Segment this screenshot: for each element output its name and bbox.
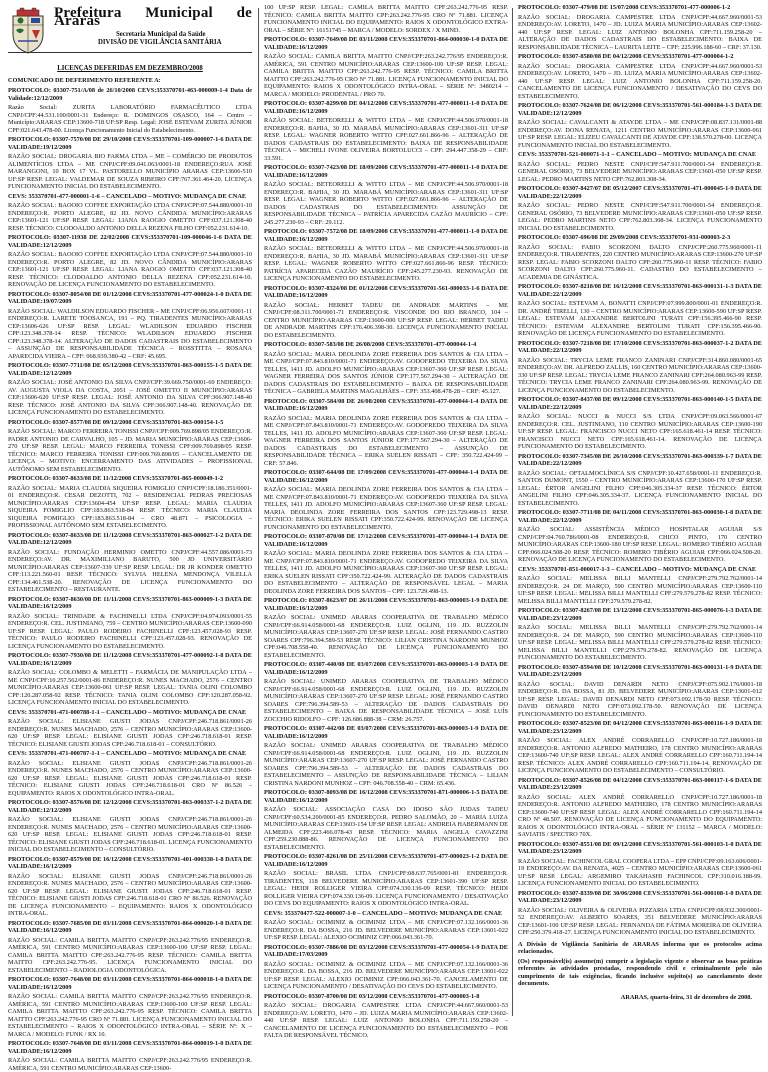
column-1 [8,4,252,1072]
entry-text: RAZÃO SOCIAL: BETEORELLI & WITTO LTDA – ME CNPJ/CPF:44.506.970/0001-18 ENDEREÇO:R. BAHIA, 30 JD. MARABÁ MUNICÍPIO:ARARAS CEP:13601-311 UF:SP RESP. LEGAL: WAGNER ROBERTO WITTO CPF:027.661.866-96 – ALTERAÇÃO DE DADOS CADASTRAIS DO ESTABELECIMENTO: BAIXA DE RESPONSABILIDADE TÉCNICA – MICHELI IVONE OLIVEIRA BORTOLUCCI – CPF: 294.447.358-29 – CRF: 33.591. [264,117,508,162]
protocol-line: PROTOCOLO: 03307-8633/08 DE 11/12/2008 CEVS:353370701-863-000027-1-2 DATA DE VALIDADE:12/12/2009 [8,531,252,546]
protocol-line: CEVS: 353370701-521-000071-1-1 – CANCELADO – MOTIVO: MUDANÇA DE CNAE [518,151,757,158]
header-subtitle-divisao: DIVISÃO DE VIGILÂNCIA SANITÁRIA [98,39,222,46]
entry-text: RAZÃO SOCIAL: PEDRO NESTE CNPJ/CPF:547.911.700/0001-54 ENDEREÇO:R. GENERAL OSÓRIO, 73 BELVEDERE MUNICÍPIO:ARARAS CEP:13601-050 UF:SP RESP. LEGAL: PEDRO MARTINS NETO CPF:762.803.308-34. [518,160,762,183]
entry-text: RAZÃO SOCIAL: OLIVEIRA & OLIVEIRA PIZZARIA LTDA CNPJ/CPF:08.932.300/0001-52 ENDEREÇO:AV. ALBERTO SOARES, 351 BELVEDERE MUNICÍPIO:ARARAS CEP:13601-100 UF:SP RESP. LEGAL: FERNANDA DE FÁTIMA MOREIRA DE OLIVEIRA CPF:250.379.418-27. LICENÇA FUNCIONAMENTO INICIAL DO ESTABELECIMENTO. [518,906,762,936]
signature-date: ARARAS, quarta-feira, 31 de dezembro de 2008. [620,993,752,1001]
column-3 [518,4,762,1020]
entry-text: RAZÃO SOCIAL: OCIMINIZ & OCIMINIZ LTDA – ME CNPJ/CPF:07.132.166/0001-36 ENDEREÇO:R. DA BOSSA, 216 JD. BELVEDERE MUNICÍPIO:ARARAS CEP:13601-022 UF:SP RESP. LEGAL: ALEXIO OCIMINIZ CPF:066.043.361-70. CANCELAMENTO DE LICENÇA FUNCIONAMENTO / DESATIVAÇÃO DO CEVS DO ESTABELECIMENTO. [264,960,508,990]
entry-text: RAZÃO SOCIAL: ELISIANE GIUSTI JODAS CNPJ/CPF:246.718.861/0001-26 ENDEREÇO:R. NUNES MACHADO, 2576 – CENTRO MUNICÍPIO:ARARAS CEP:13600-620 UF:SP RESP. LEGAL: ELISIANE GIUSTI JODAS CPF:246.718.618-01 RESP. TÉCNICO: ELISIANE GIUSTI JODAS CPF:246.718.618-01. LICENÇA FUNCIONAMENTO INICIAL DO ESTABELECIMENTO – CONSULTÓRIO. [8,816,252,853]
protocol-line: PROTOCOLO: 03307-8630/08 DE 11/11/2008 CEVS:353370701-863-000009-1-3 DATA DE VALIDADE:16/12/2009 [8,595,252,610]
footer-note-2: (Os) responsável(is) assume(m) cumprir a legislação vigente e observar as boas práticas referentes às atividades prestadas, respondendo civil e criminalmente pelo não cumprimento de tais exigências, ficando inclusive sujeito(s) ao cancelamento deste documento. [518,957,762,987]
protocol-line: PROTOCOLO: 03307-8579/08 DE 16/12/2008 CEVS:353370701-401-000338-1-8 DATA DE VALIDADE:16/12/2009 [8,855,252,870]
protocol-line: PROTOCOLO: 03307-8437/08 DE 09/12/2008 CEVS:353370701-863-000140-1-5 DATA DE VALIDADE:22/12/2009 [518,396,762,411]
entry-text: RAZÃO SOCIAL: CAMILA BRITTA MAITTO CNPJ/CPF:263.242.776/95 ENDEREÇO:R. AMÉRICA, 591 CENTRO MUNICÍPIO:ARARAS CEP:13600-100 UF:SP RESP. LEGAL: CAMILA BRITTA MAITTO CPF:263.242.776-95 RESP. TÉCNICO: CAMILA BRITTA MAITTO CPF:263.242.776-95. LICENÇA FUNCIONAMENTO INICIAL DO ESTABELECIMENTO – RADIOLOGIA ODONTOLÓGICA. [8,936,252,974]
entry-text: RAZÃO SOCIAL: BRASIL LTDA CNPJ/CPF:08.637.765/0001-81 ENDEREÇO:R. TIRADENTES, 118 BELVEDERE MUNICÍPIO:ARARAS CEP:13601-390 UF:SP RESP. LEGAL: HEIDI ROLLIGER VIEIRA CPF:074.330.136-09 RESP. TÉCNICO: HEIDI ROLLIGER VIEIRA CPF:074.330.136-09. LICENÇA FUNCIONAMENTO / DESATIVAÇÃO DO CEVS DO EQUIPAMENTO: RAIOS X ODONTOLÓGICO INTRA-ORAL. [264,870,508,907]
protocol-line: PROTOCOLO: 03307-7649/08 DE 03/11/2008 CEVS:353370701-864-000030-1-0 DATA DE VALIDADE:16/12/2009 [264,36,508,51]
footer-note-1: A Divisão de Vigilância Sanitária de ARARAS informa que os protocolos acima relacionados. [518,940,762,955]
protocol-line: PROTOCOLO: 03307-11938 DE 22/02/2008 CEVS:353370701-109-000046-1-6 DATA DE VALIDADE:12/12/2009 [8,234,252,249]
entry-text: RAZÃO SOCIAL: JOSÉ ANTONIO DA SILVA CNPJ/CPF:39.669.750/0001-69 ENDEREÇO: AV. AUGUSTA VIOLA DA COSTA, 2051 – JOSÉ OMETTO II MUNICÍPIO:ARARAS CEP:13606-620 UF:SP RESP. LEGAL: JOSÉ ANTONIO DA SILVA CPF:366.907.148-40 RESP. TÉCNICO: JOSÉ ANTONIO DA SILVA CPF:366.907.148-40. RENOVAÇÃO DE LICENÇA FUNCIONAMENTO DO ESTABELECIMENTO. [8,379,252,416]
protocol-line: PROTOCOLO: 03307-7685/08 DE 03/11/2008 CEVS:353370701-864-000020-1-0 DATA DE VALIDADE:16/12/2009 [8,919,252,934]
protocol-line: PROTOCOLO: 03307-8324/08 DE 01/12/2008 CEVS:353370701-561-000033-1-6 DATA DE VALIDADE:16/12/2009 [264,284,508,299]
protocol-line: PROTOCOLO: 03307-7711/08 DE 04/11/2008 CEVS:353370701-863-000030-1-8 DATA DE VALIDADE:22/12/2009 [518,509,762,524]
entry-text: RAZÃO SOCIAL: CAVALCANTI & ATAYDE LTDA – ME CNPJ/CPF:08.837.131/0001-88 ENDEREÇO:AV. DONA RENATA, 1211 CENTRO MUNICÍPIO:ARARAS CEP:13600-061 UF:SP RESP. LEGAL: ELIZEU CAVALCANTI DE ATAYDE CPF:138.570.278-00. LICENÇA FUNCIONAMENTO INICIAL DO ESTABELECIMENTO. [518,119,762,149]
entry-text: RAZÃO SOCIAL: DROGARIA CAMPESTRE LTDA CNPJ/CPF:44.667.960/0001-53 ENDEREÇO:AV. LORETO, 1470 – JD. LUIZA MARIA MUNICÍPIO:ARARAS CEP:13602-440 UF:SP RESP. LEGAL: LUIZ ANTONIO BOLONHA CPF:711.159.258-20. CANCELAMENTO DE LICENÇA FUNCIONAMENTO / DESATIVAÇÃO DO CEVS DO ESTABELECIMENTO. [518,62,762,100]
entry-text: RAZÃO SOCIAL: NUCCI & NUCCI S/S LTDA CNPJ/CPF:09.063.566/0001-67 ENDEREÇO:R. CEL. JUSTINIANO, 110 CENTRO MUNICÍPIO:ARARAS CEP:13600-190 UF:SP RESP. LEGAL: FRANCISCO NUCCI NETO CPF:165.618.461-14 RESP. TÉCNICO: FRANCISCO NUCCI NETO CPF:165.618.461-14. RENOVAÇÃO DE LICENÇA FUNCIONAMENTO DO ESTABELECIMENTO. [518,413,762,450]
entry-text: RAZÃO SOCIAL: DAVID DENARDI NETO CNPJ/CPF:075.902.176/0001-18 ENDEREÇO:R. DA BOSSA, 81 JD. BELVEDERE MUNICÍPIO:ARARAS CEP:13601-012 UF:SP RESP. LEGAL: DAVID DENARDI NETO CPF:073.092.178-50 RESP. TÉCNICO: DAVID DENARDI NETO CPF:073.092.178-50. RENOVAÇÃO DE LICENÇA FUNCIONAMENTO DO ESTABELECIMENTO. [518,680,762,718]
protocol-line: PROTOCOLO: 03307-7930/08 DE 11/12/2008 CEVS:353370701-477-000092-1-8 DATA DE VALIDADE:16/12/2009 [8,652,252,667]
protocol-line: PROTOCOLO: 03307-870/08 DE 17/12/2008 CEVS:353370701-477-000044-1-4 DATA DE VALIDADE:16/12/2009 [264,533,508,548]
protocol-line: PROTOCOLO: 03307-8427/07 DE 05/12/2007 CEVS:353370701-471-000045-1-9 DATA DE VALIDADE:22/12/2009 [518,185,762,200]
protocol-line: PROTOCOLO: 03307-8580/08 DE 04/12/2008 CEVS:353370701-477-000004-1-2 [518,53,734,60]
entry-text: RAZÃO SOCIAL: CAMILA BRITTA MAITTO CNPJ/CPF:263.242.776/95 ENDEREÇO:R. AMÉRICA, 591 CENTRO MUNICÍPIO:ARARAS CEP:13600- [8,1057,252,1072]
entry-text: RAZÃO SOCIAL: ELISIANE GIUSTI JODAS CNPJ/CPF:246.718.861/0001-26 ENDEREÇO:R. NUNES MACHADO, 2576 – CENTRO MUNICÍPIO:ARARAS CEP:13600-620 UF:SP RESP. LEGAL: ELISIANE GIUSTI JODAS CPF:246.718.618-01 RESP. TÉCNICO: ELISIANE GIUSTI JODAS CPF:246.718.618-01 CRO Nº 86.526. RENOVAÇÃO DE LICENÇA FUNCIONAMENTO – EQUIPAMENTO: RAIOS X ODONTOLÓGICO INTRA-ORAL. [8,872,252,917]
protocol-line: PROTOCOLO: 03307-7711/08 DE 05/12/2008 CEVS:353370701-863-000155-1-5 DATA DE VALIDADE:12/12/2009 [8,362,252,377]
column-divider [258,8,259,1016]
protocol-line: PROTOCOLO: 03307-8093/08 DE 16/12/2008 CEVS:353370701-871-000006-1-5 DATA DE VALIDADE:16/12/2009 [264,789,508,804]
entry-text: RAZÃO SOCIAL: FABIO SCORZONI DALTO CNPJ/CPF:260.775.960/0001-11 ENDEREÇO:R. TIRADENTES, 220 CENTRO MUNICÍPIO:ARARAS CEP:13600-270 UF:SP RESP. LEGAL: FABIO SCORZONI DALTO CPF:260.775.960-11 RESP. TÉCNICO: FABIO SCORZONI DALTO CPF:260.775.960-11. CADASTRO DO ESTABELECIMENTO – ACADEMIA DE GINÁSTICA. [518,243,762,281]
header-rule [8,52,252,53]
footer-block [518,941,762,1002]
entry-text: RAZÃO SOCIAL: DROGARIA CAMPESTRE LTDA CNPJ/CPF:44.667.960/0001-53 ENDEREÇO:AV. LORETO, 1470 – JD. LUIZA MARIA MUNICÍPIO:ARARAS CEP:13602-440 UF:SP RESP. LEGAL: LUIZ ANTONIO BOLONHA CPF:711.159.258-20 – ALTERAÇÃO DE DADOS CADASTRAIS DO ESTABELECIMENTO: BAIXA DE RESPONSABILIDADE TÉCNICA – LAURITA LEITE – CPF: 225.996.188-60 – CRF: 37.130. [518,13,762,51]
protocol-line: PROTOCOLO: 03307-8299/08 DE 04/12/2008 CEVS:353370701-477-000011-1-0 DATA DE VALIDADE:16/12/2009 [264,100,508,115]
entry-text: RAZÃO SOCIAL: ASSISTÊNCIA MÉDICO HOSPITALAR AGUIAR S/S CNPJ/CPF:04.760.786/0001-08 ENDEREÇO:R. CHICO PINTO, 170 CENTRO MUNICÍPIO:ARARAS CEP:13600-180 UF:SP RESP. LEGAL: ROMERO TIBÉRIO AGUIAR CPF:066.024.508-20 RESP. TÉCNICO: ROMERO TIBÉRIO AGUIAR CPF:066.024.508-20. RENOVAÇÃO DE LICENÇA FUNCIONAMENTO DO ESTABELECIMENTO. [518,526,762,563]
protocol-line: PROTOCOLO: 03307-8700/08 DE 03/12/2008 CEVS:353370701-477-000003-1-8 [264,992,480,1000]
entry-text: RAZÃO SOCIAL: ASSOCIAÇÃO CASA DO IDOSO SÃO JUDAS TADEU CNPJ/CPF:60.534.200/0001-85 ENDEREÇO:R. PEDRO SALOMÃO, 20 – MARIA LUIZA MUNICÍPIO:ARARAS CEP:13603-154 UF:SP RESP. LEGAL: ANDREIA HABERMANN DE ALMEIDA CPF:223.466.078-43 RESP. TÉCNICO: MARIA ANGELA CAVAZZINI CPF:259.230.888-86. RENOVAÇÃO DE LICENÇA FUNCIONAMENTO DO ESTABELECIMENTO. [264,806,508,851]
entry-text: RAZÃO SOCIAL: MARIA DEOLINDA ZORE FERREIRA DOS SANTOS & CIA LTDA – ME CNPJ/CPF:07.843.810/0001-71 ENDEREÇO:AV. GODOFREDO TEIXEIRA DA SILVA TELLES, 1411 JD. ADOLFO MUNICÍPIO:ARARAS CEP:13607-360 UF:SP RESP. LEGAL: ERIKA SUELEN RISSATI CPF:350.722.424-99. ALTERAÇÃO DE DADOS CADASTRAIS DO ESTABELECIMENTO – ALTERAÇÃO DE RESPONSÁVEL LEGAL – MARIA DEOLINDA ZORE FERREIRA DOS SANTOS – CPF: 123.729.498-13. [264,550,508,595]
entry-text: Razão Social: ZURITA LABORATÓRIO FARMACÊUTICO LTDA CNPJ/CPF:44.531.100/0001-31 Endereço: R. DOMINGOS OSASCO, 164 – Centro – Município:ARARAS CEP:13600-718 UF:SP Resp. Legal: JOSÉ ESTEVAM ZURITA JÚNIOR CPF:021.643.478-00. Licença Funcionamento Inicial do Estabelecimento. [8,104,252,134]
protocol-line: PROTOCOLO: 03307-7570/08 DE 29/10/2008 CEVS:353370701-109-000007-1-6 DATA DE VALIDADE:19/12/2009 [8,136,252,151]
entry-text: RAZÃO SOCIAL: DROGARIA CAMPESTRE LTDA CNPJ/CPF:44.667.960/0001-53 ENDEREÇO:AV. LORETO, 1470 – JD. LUIZA MARIA MUNICÍPIO:ARARAS CEP:13602-440 UF:SP RESP. LEGAL: LUIZ ANTONIO BOLONHA CPF:711.159.258-20 – CANCELAMENTO DE LICENÇA FUNCIONAMENTO DO ESTABELECIMENTO – POR FALTA DE RESPONSÁVEL TÉCNICO. [264,1002,508,1039]
protocol-line: PROTOCOLO: 03307-7648/08 DE 03/11/2008 CEVS:353370701-864-000019-1-0 DATA DE VALIDADE:16/12/2009 [8,1040,252,1055]
protocol-line: PROTOCOLO: 03307-8594/08 DE 10/12/2008 CEVS:353370701-863-000131-1-9 DATA DE VALIDADE:23/12/2009 [518,663,762,678]
header-subtitle-secretaria: Secretaria Municipal da Saúde [116,31,206,38]
entry-text: RAZÃO SOCIAL: HERBET TADEU DE ANDRADE MARTINS – ME CNPJ/CPF:08.311.700/0001-71 ENDEREÇO:R. VISCONDE DO RIO BRANCO, 104 – CENTRO MUNICÍPIO:ARARAS CEP:13600-000 UF:SP RESP. LEGAL: HERBET TADEU DE ANDRADE MARTINS CPF:176.406.398-30. LICENÇA FUNCIONAMENTO INICIAL DO ESTABELECIMENTO. [264,301,508,339]
entry-text: RAZÃO SOCIAL: TRINDADE & FACHINELLI LTDA CNPJ/CPF:04.974.093/0001-55 ENDEREÇO:R. CEL. JUSTINIANO, 759 – CENTRO MUNICÍPIO:ARARAS CEP:13600-090 UF:SP RESP. LEGAL: PAULO RODEIRO FACHINELLI CPF:123.457.028-93 RESP. TÉCNICO: PAULO RODEIRO FACHINELLI CPF:123.457.028-93. RENOVAÇÃO DE LICENÇA FUNCIONAMENTO DO ESTABELECIMENTO. [8,612,252,650]
entry-text: RAZÃO SOCIAL: MELISSA BILLI MANTELLI CNPJ/CPF:279.792.762/0001-14 ENDEREÇO:R. 24 DE MARÇO, 590 CENTRO MUNICÍPIO:ARARAS CEP:13600-110 UF:SP RESP. LEGAL: MELISSA BILLI MANTELLI CPF:279.579.278-82 RESP. TÉCNICO: MELISSA BILLI MANTELLI CPF:279.579.278-82. RENOVAÇÃO DE LICENÇA FUNCIONAMENTO DO ESTABELECIMENTO. [518,624,762,661]
protocol-line: PROTOCOLO: 03307-7572/08 DE 18/09/2008 CEVS:353370701-477-000011-1-0 DATA DE VALIDADE:16/12/2009 [264,228,508,243]
protocol-line: PROTOCOLO: 03307-8526/08 DE 04/12/2008 CEVS:353370701-863-000117-1-6 DATA DE VALIDADE:23/12/2009 [518,776,762,791]
protocol-line: CEVS: 353370701-477-000001-1-6 – CANCELADO – MOTIVO: MUDANÇA DE CNAE [8,192,247,200]
protocol-line: PROTOCOLO: 03307-8623/07 DE 26/11/2008 CEVS:353370701-863-000003-1-9 DATA DE VALIDADE:16/12/2009 [264,597,508,612]
protocol-line: PROTOCOLO: 03307-7345/08 DE 26/10/2008 CEVS:353370701-863-000339-1-7 DATA DE VALIDADE:22/12/2009 [518,452,762,467]
entry-text: RAZÃO SOCIAL: OFTALMOCLÍNICA S/S CNPJ/CPF:10.427.658/0001-11 ENDEREÇO:R. SANTOS DUMONT, 1550 – CENTRO MUNICÍPIO:ARARAS CEP:13600-170 UF:SP RESP. LEGAL: ÉRTOR ANGELINI FILHO CPF:046.305.334-37 RESP. TÉCNICO: ÉRTOR ANGELINI FILHO CPF:046.305.334-37. LICENÇA FUNCIONAMENTO INICIAL DO ESTABELECIMENTO. [518,469,762,507]
entry-text: RAZÃO SOCIAL: MARIA CLAUDIA SIQUEIRA FOMIGLIO CNPJ/CPF:18.186.351/0001-01 ENDEREÇO:R. CESAR DEZOTTI, 702 – RESIDENCIAL PEDRAS PRECIOSAS MUNICÍPIO:ARARAS CEP:13604-454 UF:SP RESP. LEGAL: MARIA CLAUDIA SIQUEIRA FOMIGLIO CPF:183.863.518-84 RESP. TÉCNICO: MARIA CLAUDIA SIQUEIRA FOMIGLIO CPF:183.863.518-84 – CRO 48.871 – PSICOLOGIA – PROFISSIONAL AUTÔNOMO SEM ESTABELECIMENTO. [8,484,252,529]
protocol-line: PROTOCOLO: 03307-644/08 DE 17/09/2008 CEVS:353370701-477-000044-1-4 DATA DE VALIDADE:16/12/2009 [264,469,508,484]
protocol-line: CEVS: 353370701-471-000787-1-1 – CANCELADO – MOTIVO: MUDANÇA DE CNAE [8,750,247,757]
protocol-line: PROTOCOLO: 03307-8633/08 DE 11/12/2008 CEVS:353370701-865-000049-1-2 [8,475,224,482]
protocol-line: PROTOCOLO: 03307-584/08 DE 26/08/2008 CEVS:353370701-477-000044-1-4 DATA DE VALIDADE:16/12/2009 [264,397,508,412]
protocol-line: PROTOCOLO: 03307-8054/08 DE 01/12/2008 CEVS:353370701-477-000024-1-0 DATA DE VALIDADE:19/07/2009 [8,290,252,305]
entry-text: RAZÃO SOCIAL: FACHINCOL GRAL COOPERA LTDA – EPP CNPJ/CPF:09.163.606/0001-19 ENDEREÇO:AV. DA RENATA, 4025 – CENTRO MUNICÍPIO:ARARAS CEP:13600-061 UF:SP RESP. LEGAL: ARGEMIRO TAKAHASHI FACHINCOL CPF:310.016.188-99. LICENÇA FUNCIONAMENTO INICIAL DO ESTABELECIMENTO. [518,857,762,887]
entry-text: RAZÃO SOCIAL: BETEORELLI & WITTO LTDA – ME CNPJ/CPF:44.506.970/0001-18 ENDEREÇO:R. BAHIA, 30 JD. MARABÁ MUNICÍPIO:ARARAS CEP:13601-311 UF:SP RESP. LEGAL: WAGNER ROBERTO WITTO CPF:027.661.866-96 RESP. TÉCNICO: PATRÍCIA APARECIDA CAZÃO MAURÍCIO CPF:245.277.230-93. RENOVAÇÃO DE LICENÇA FUNCIONAMENTO DO ESTABELECIMENTO. [264,245,508,282]
entry-text: RAZÃO SOCIAL: MARIA DEOLINDA ZORE FERREIRA DOS SANTOS & CIA LTDA – ME CNPJ/CPF:07.843.810/0001-71 ENDEREÇO:AV. GODOFREDO TEIXEIRA DA SILVA TELLES, 1411 JD. ADOLFO MUNICÍPIO:ARARAS CEP:13607-360 UF:SP RESP. LEGAL: WAGNER FERREIRA DOS SANTOS JÚNIOR CPF:177.567.294-30 – ALTERAÇÃO DE DADOS CADASTRAIS DO ESTABELECIMENTO – BAIXA DE RESPONSABILIDADE TÉCNICA – GABRIELA MARTINS MAGALHÃES – CPF: 353.408.478-28 – CRF: 45.127. [264,350,508,395]
protocol-line: PROTOCOLO: 03307-479/08 DE 15/07/2008 CEVS:353370701-477-000006-1-2 [518,4,731,11]
entry-text: RAZÃO SOCIAL: CAMILA BRITTA MAITTO CNPJ/CPF:263.242.776/95 ENDEREÇO:R. AMÉRICA, 591 CENTRO MUNICÍPIO:ARARAS CEP:13600-100 UF:SP RESP. LEGAL: CAMILA BRITTA MAITTO CPF:263.242.776-95 RESP. TÉCNICO: CAMILA BRITTA MAITTO CPF:263.242.776-95 CRO Nº 71.881. LICENÇA FUNCIONAMENTO INICIAL DO ESTABELECIMENTO – RAIOS X ODONTOLÓGICO INTRA-ORAL – SÉRIE Nº: X – MARCA / MODELO: FUNK / RX 10. [8,993,252,1038]
entry-text: RAZÃO SOCIAL: ELISIANE GIUSTI JODAS CNPJ/CPF:246.718.861/0001-26 ENDEREÇO:R. NUNES MACHADO, 2576 – CENTRO MUNICÍPIO:ARARAS CEP:13600-620 UF:SP RESP. LEGAL: ELISIANE GIUSTI JODAS CPF:246.718.618-01 RESP. TÉCNICO: ELISIANE GIUSTI JODAS CPF:246.718.618-01 – CONSULTÓRIO. [8,718,252,748]
protocol-line: PROTOCOLO: 03307-7218/08 DE 17/10/2008 CEVS:353370701-863-000037-1-2 DATA DE VALIDADE:22/12/2009 [518,339,762,354]
entry-text: 100 UF:SP RESP. LEGAL: CAMILA BRITTA MAITTO CPF:263.242.776-95 RESP. TÉCNICO: CAMILA BRITTA MAITTO CPF:263.242.776-95 CRO Nº 71.881. LICENÇA FUNCIONAMENTO INICIAL DO EQUIPAMENTO: RAIOS X ODONTOLÓGICO EXTRA-ORAL – SÉRIE Nº: 16151745 – MARCA / MODELO: SORDEX / X MIND. [264,4,508,34]
document-header [8,4,252,62]
protocol-line: PROTOCOLO: 03307-7624/08 DE 06/12/2008 CEVS:353370701-561-000184-1-3 DATA DE VALIDADE:12/12/2009 [518,102,762,117]
column-3-body [518,4,762,937]
protocol-line: PROTOCOLO: 03307-7648/08 DE 03/11/2008 CEVS:353370701-864-000018-1-0 DATA DE VALIDADE:16/12/2009 [8,976,252,991]
coat-of-arms-icon [10,8,46,54]
entry-text: RAZÃO SOCIAL: WALDILSON EDUARDO FISCHER – ME CNPJ/CPF:06.956.607/0001-11 ENDEREÇO:R. LARETE TOOSANCA, 191 – PQ. TIRADENTES MUNICÍPIO:ARARAS CEP:13606-626 UF:SP RESP. LEGAL: WLADILSON EDUARDO FISCHER CPF:123.348.378-14 RESP. TÉCNICO: WLADILSON EDUARDO FISCHER CPF:123.348.378-14. ALTERAÇÃO DE DADOS CADASTRAIS DO ESTABELECIMENTO – ASSUNÇÃO DE RESPONSABILIDADE TÉCNICA – ROSSTITTA – ROSANA APARECIDA VIEIRA – CPF: 068.939.380-42 – CRF: 45.695. [8,307,252,360]
column-divider [512,8,513,1016]
protocol-line: PROTOCOLO: 03307-8267/08 DE 13/12/2008 CEVS:353370701-865-000076-1-3 DATA DE VALIDADE:23/12/2009 [518,607,762,622]
protocol-line: PROTOCOLO: 03307-583/08 DE 26/08/2008 CEVS:353370701-477-000044-1-4 [264,341,477,348]
column-2 [264,4,508,1039]
column-1-body [8,87,252,1072]
entry-text: RAZÃO SOCIAL: BAOOIO COFFEE EXPORTAÇÃO LTDA CNPJ/CPF:07.544.880/0001-10 ENDEREÇO:R. PORTO ALEGRE, 82 JD. NOVO CÂNDIDA MUNICÍPIO:ARARAS CEP:13601-121 UF:SP RESP. LEGAL: LIANA RAOGIO OMETTO CPF:037.121.308-40 RESP. TÉCNICO: CLODOALDO ANTONIO DELLA REZENA CPF:052.231.614-10. RENOVAÇÃO DE LICENÇA FUNCIONAMENTO DO ESTABELECIMENTO. [8,251,252,288]
entry-text: RAZÃO SOCIAL: UNIMED ARARAS COOPERATIVA DE TRABALHO MÉDICO CNPJ/CPF:66.914.058/0001-68 ENDEREÇO:R. LUIZ OGLINI, 119 JD. RUZZOLIN MUNICÍPIO:ARARAS CEP:13607-270 UF:SP RESP. LEGAL: JOSÉ FERNANDO CASTRO SOARES CPF:796.394.589-53 RESP. TÉCNICO: LILIAN CRISTINA NARDONI MUNHOZ CPF:046.708.558-40. RENOVAÇÃO DE LICENÇA FUNCIONAMENTO DO ESTABELECIMENTO. [264,614,508,659]
protocol-line: PROTOCOLO: 03307-8576/08 DE 12/12/2008 CEVS:353370701-863-000337-1-2 DATA DE VALIDADE:12/12/2009 [8,799,252,814]
entry-text: RAZÃO SOCIAL: CAMILA BRITTA MAITTO CNPJ/CPF:263.242.776/95 ENDEREÇO:R. AMÉRICA, 591 CENTRO MUNICÍPIO:ARARAS CEP:13600-100 UF:SP RESP. LEGAL: CAMILA BRITTA MAITTO CPF:263.242.776-95 RESP. TÉCNICO: CAMILA BRITTA MAITTO CPF:263.242.776-95 CRO Nº 71.881. LICENÇA FUNCIONAMENTO INICIAL DO EQUIPAMENTO: RAIOS X ODONTOLÓGICO INTRA-ORAL – SÉRIE Nº: 3480214 – MARCA / MODELO: PRODENTAL / PRO 70. [264,53,508,98]
protocol-line: PROTOCOLO: 03307-8551/08 DE 09/12/2008 CEVS:353370701-561-000103-1-0 DATA DE VALIDADE:23/12/2009 [518,840,762,855]
entry-text: RAZÃO SOCIAL: UNIMED ARARAS COOPERATIVA DE TRABALHO MÉDICO CNPJ/CPF:66.914.058/0001-68 ENDEREÇO:R. LUIZ OGLINI, 119 JD. RUZZOLIN MUNICÍPIO:ARARAS CEP:13607-270 UF:SP RESP. LEGAL: JOSÉ FERNANDO CASTRO SOARES CPF:796.394.589-53 – ALTERAÇÃO DE DADOS CADASTRAIS DO ESTABELECIMENTO – ASSUNÇÃO DE RESPONSABILIDADE TÉCNICA – LILIAN CRISTINA NARDONI MUNHOZ – CPF: 046.708.558-40 – CRM: 65.436. [264,742,508,787]
protocol-line: PROTOCOLO: 03307-696/08 DE 29/09/2008 CEVS:353370701-931-000003-2-3 [518,234,731,241]
entry-text: RAZÃO SOCIAL: BETEORELLI & WITTO LTDA – ME CNPJ/CPF:44.506.970/0001-18 ENDEREÇO:R. BAHIA, 30 JD. MARABÁ MUNICÍPIO:ARARAS CEP:13601-311 UF:SP RESP. LEGAL: WAGNER ROBERTO WITTO CPF:027.661.866-96 – ALTERAÇÃO DE DADOS CADASTRAIS DO ESTABELECIMENTO: ASSUNÇÃO DE RESPONSABILIDADE TÉCNICA – PATRÍCIA APARECIDA CAZÃO MAURÍCIO – CPF: 245.277.230-93 – CRF: 29.112. [264,181,508,226]
protocol-line: PROTOCOLO: 03307-8523/08 DE 04/12/2008 CEVS:353370701-863-000116-1-9 DATA DE VALIDADE:23/12/2009 [518,720,762,735]
entry-text: RAZÃO SOCIAL: UNIMED ARARAS COOPERATIVA DE TRABALHO MÉDICO CNPJ/CPF:66.914.058/0001-68 ENDEREÇO:R. LUIZ OGLINI, 119 JD. RUZZOLIN MUNICÍPIO:ARARAS CEP:13607-270 UF:SP RESP. LEGAL: JOSÉ FERNANDO CASTRO SOARES CPF:796.394.589-53 – ALTERAÇÃO DE DADOS CADASTRAIS DO ESTABELECIMENTO – BAIXA DE RESPONSABILIDADE TÉCNICA – JOSÉ LUÍS ZOCCHIO RIDOLFO – CPF: 126.686.888-38 – CRM: 26.757. [264,678,508,723]
protocol-line: PROTOCOLO: 03307-7423/08 DE 18/09/2008 CEVS:353370701-477-000011-1-0 DATA DE VALIDADE:16/12/2009 [264,164,508,179]
entry-text: RAZÃO SOCIAL: MARIA DEOLINDA ZORE FERREIRA DOS SANTOS & CIA LTDA – ME CNPJ/CPF:07.843.810/0001-71 ENDEREÇO:AV. GODOFREDO TEIXEIRA DA SILVA TELLES, 1411 JD. ADOLFO MUNICÍPIO:ARARAS CEP:13607-360 UF:SP RESP. LEGAL: WAGNER FERREIRA DOS SANTOS JÚNIOR CPF:177.567.294-30 – ALTERAÇÃO DE DADOS CADASTRAIS DO ESTABELECIMENTO – ASSUNÇÃO DE RESPONSABILIDADE TÉCNICA – ERIKA SUELEN RISSATI – CPF: 350.722.424-99 – CRF: 57.846. [264,414,508,467]
entry-text: RAZÃO SOCIAL: ESTEVAM A. BONATTI CNPJ/CPF:07.999.800/0001-01 ENDEREÇO:R. DR. ANDRÉ TIRELLI, 130 – CENTRO MUNICÍPIO:ARARAS CEP:13600-590 UF:SP RESP. LEGAL: ESTEVAM ALEXANDRE BERTOLINI TURATI CPF:156.395.466-90 RESP. TÉCNICO: ESTEVAM ALEXANDRE BERTOLINI TURATI CPF:156.395.466-90. RENOVAÇÃO DE LICENÇA FUNCIONAMENTO DO ESTABELECIMENTO. [518,300,762,337]
entry-text: RAZÃO SOCIAL: MELISSA BILLI MANTELLI CNPJ/CPF:279.792.762/0001-14 ENDEREÇO:R. 24 DE MARÇO, 590 CENTRO MUNICÍPIO:ARARAS CEP:13600-110 UF:SP RESP. LEGAL: MELISSA BILLI MANTELLI CPF:279.579.278-82 RESP. TÉCNICO: MELISSA BILLI MANTELLI CPF:279.579.278-82. [518,575,762,605]
protocol-line: CEVS: 353370477-522-000007-1-0 – CANCELADO – MOTIVO: MUDANÇA DE CNAE [264,909,503,917]
entry-text: RAZÃO SOCIAL: MARCO FERREIRA TONISSI CNPJ/CPF:009.769.898/05 ENDEREÇO:R. PADRE ANTONIO DE CARVALHO, 105 – JD. MARIA MUNICÍPIO:ARARAS CEP:13606-270 UF:SP RESP. LEGAL: MARCO FERREIRA TONISSI CPF:009.769.898/05 RESP. TÉCNICO: MARCO FERREIRA TONISSI CPF:009.769.898/05 – CANCELAMENTO DE LICENÇA – MOTIVO: ENCERRAMENTO DAS ATIVIDADES – PROFISSIONAL AUTÔNOMO SEM ESTABELECIMENTO. [8,428,252,473]
comunicado-heading: COMUNICADO DE DEFERIMENTO REFERENTE A: [8,76,161,84]
protocol-line: CEVS: 353370701-851-000017-1-3 – CANCELADO – MOTIVO: MUDANÇA DE CNAE [518,565,757,573]
protocol-line: PROTOCOLO: 03307-8577/08 DE 09/12/2008 CEVS:353370701-863-000154-1-5 [8,418,224,426]
entry-text: RAZÃO SOCIAL: TRYCIA LEME FRANCO ZANINARI CNPJ/CPF:314.860.080/0001-65 ENDEREÇO:AV. DR. ALFREDO ZALLIS, 160 CENTRO MUNICÍPIO:ARARAS CEP:13600-330 UF:SP RESP. LEGAL: TRYCIA LEME FRANCO ZANINARI CPF:264.080.963-99 RESP. TÉCNICO: TRYCIA LEME FRANCO ZANINARI CPF:264.080.963-99. RENOVAÇÃO DE LICENÇA FUNCIONAMENTO DO ESTABELECIMENTO. [518,356,762,394]
column-2-body [264,4,508,1040]
protocol-line: PROTOCOLO: 03307-751/A/08 de 26/10/2008 CEVS:353370701-463-000009-1-4 Data de Validade:12/12/2009 [8,87,252,102]
section-heading: LICENÇAS DEFERIDAS EM DEZEMBRO/2008 [57,65,203,72]
header-title: Prefeitura Municipal de Araras [54,5,252,29]
protocol-line: PROTOCOLO: 03307-442/08 DE 03/07/2008 CEVS:353370701-863-000003-1-9 DATA DE VALIDADE:16/12/2009 [264,725,508,740]
protocol-line: PROTOCOLO: 03307-7886/08 DE 03/12/2008 CEVS:353370701-477-000054-1-9 DATA DE VALIDADE:17/03/2009 [264,943,508,958]
entry-text: RAZÃO SOCIAL: MARIA DEOLINDA ZORE FERREIRA DOS SANTOS & CIA LTDA – ME CNPJ/CPF:07.843.810/0001-71 ENDEREÇO:AV. GODOFREDO TEIXEIRA DA SILVA TELLES, 1411 JD. ADOLFO MUNICÍPIO:ARARAS CEP:13607-360 UF:SP RESP. LEGAL: MARIA DEOLINDA ZORE FERREIRA DOS SANTOS CPF:123.729.498-13 RESP. TÉCNICO: ERIKA SUELEN RISSATI CPF:350.722.424-99. RENOVAÇÃO DE LICENÇA FUNCIONAMENTO DO ESTABELECIMENTO. [264,486,508,531]
protocol-line: PROTOCOLO: 03307-8339/08 DE 30/06/2008 CEVS:353370701-561-000108-1-0 DATA DE VALIDADE:23/12/2009 [518,889,762,904]
entry-text: RAZÃO SOCIAL: BAOOIO COFFEE EXPORTAÇÃO LTDA CNPJ/CPF:07.544.880/0001-10 ENDEREÇO:R. PORTO ALEGRE, 82 JD. NOVO CÂNDIDA MUNICÍPIO:ARARAS CEP:13601-121 UF:SP RESP. LEGAL: LIANA RAOGIO OMETTO CPF:037.121.308-40 RESP. TÉCNICO: CLODOALDO ANTONIO DELLA REZENA FILHO CPF:052.231.614-10. [8,202,252,232]
protocol-line: PROTOCOLO: 03307-8218/08 DE 16/12/2008 CEVS:353370701-863-000131-1-3 DATA DE VALIDADE:22/12/2009 [518,283,762,298]
entry-text: RAZÃO SOCIAL: ALEX ANDRÉ CORRARELLO CNPJ/CPF:10.727.186/0001-18 ENDEREÇO:R. ANTONIO ALFREDO MATHEIRO, 178 CENTRO MUNICÍPIO:ARARAS CEP:13600-740 UF:SP RESP. LEGAL: ALEX ANDRÉ CORRARELLO CPF:160.711.194-14 RESP. TÉCNICO: ALEX ANDRÉ CORRARELLO CPF:160.711.194-14. RENOVAÇÃO DE LICENÇA FUNCIONAMENTO DO ESTABELECIMENTO – CONSULTÓRIO. [518,737,762,774]
entry-text: RAZÃO SOCIAL: COLOMBO & MELETTI – FARMÁCIA DE MANIPULAÇÃO LTDA – ME CNPJ/CPF:10.257.562/0001-86 ENDEREÇO:R. NUNES MACHADO, 2576 – CENTRO MUNICÍPIO:ARARAS CEP:13600-061 UF:SP RESP. LEGAL: TANIA OLINI COLOMBO CPF:120.287.058-92 RESP. TÉCNICO: TANIA OLINI COLOMBO CPF:120.287.058-92. LICENÇA FUNCIONAMENTO INICIAL DO ESTABELECIMENTO. [8,669,252,706]
entry-text: RAZÃO SOCIAL: PEDRO NESTE CNPJ/CPF:547.911.700/0001-54 ENDEREÇO:R. GENERAL OSÓRIO, 73 BELVEDERE MUNICÍPIO:ARARAS CEP:13601-050 UF:SP RESP. LEGAL: PEDRO MARTINS NETO CPF:762.803.308-34. LICENÇA FUNCIONAMENTO INICIAL DO ESTABELECIMENTO. [518,202,762,232]
protocol-line: PROTOCOLO: 03307-8261/08 DE 25/11/2008 CEVS:353370701-477-000023-1-2 DATA DE VALIDADE:16/12/2009 [264,853,508,868]
entry-text: RAZÃO SOCIAL: DROGARIA BIO FARMA LTDA – ME – COMÉRCIO DE PRODUTOS ALIMENTÍCIOS LTDA – ME CNPJ/CPF:09.041.063/0001-18 ENDEREÇO:RUA JOSÉ MARANGONI, 10 BOX 17 VL. PASTORELLO MUNICÍPIO ARARAS CEP:13606-510 UF:SP RESP. LEGAL: VALDEMAR DE SOUZA RIBEIRO CPF:767.361.464-20. LICENÇA FUNCIONAMENTO INICIAL DO ESTABELECIMENTO. [8,153,252,190]
entry-text: RAZÃO SOCIAL: ELISIANE GIUSTI JODAS CNPJ/CPF:246.718.861/0001-26 ENDEREÇO:R. NUNES MACHADO, 2576 – CENTRO MUNICÍPIO:ARARAS CEP:13600-620 UF:SP RESP. LEGAL: ELISIANE GIUSTI JODAS CPF:246.718.618-01 RESP. TÉCNICO: ELISIANE GIUSTI JODAS CPF:246.718.618-01 CRO Nº 86.526 – EQUIPAMENTO: RAIOS X ODONTOLÓGICO INTRA-ORAL. [8,759,252,797]
protocol-line: PROTOCOLO: 03307-440/08 DE 03/07/2008 CEVS:353370701-863-000003-1-9 DATA DE VALIDADE:16/12/2009 [264,661,508,676]
entry-text: RAZÃO SOCIAL: ALEX ANDRÉ CORRARELLO CNPJ/CPF:10.727.186/0001-18 ENDEREÇO:R. ANTONIO ALFREDO MATHEIRO, 178 CENTRO MUNICÍPIO:ARARAS CEP:13600-740 UF:SP RESP. LEGAL: ALEX ANDRÉ CORRARELLO CPF:160.711.194-14 CRO Nº 48.507. RENOVAÇÃO DE LICENÇA FUNCIONAMENTO DO EQUIPAMENTO: RAIOS X ODONTOLÓGICO INTRA-ORAL – SÉRIE Nº 131152 – MARCA / MODELO: SAVIATIS / SPECTRO 70X. [518,793,762,838]
protocol-line: CEVS: 353370701-471-000788-1-1 – CANCELADO – MOTIVO: MUDANÇA DE CNAE [8,708,247,716]
entry-text: RAZÃO SOCIAL: OCIMINIZ & OCIMINIZ LTDA – ME CNPJ/CPF:07.132.166/0001-36 ENDEREÇO:R. DA BOSSA, 216 JD. BELVEDERE MUNICÍPIO:ARARAS CEP:13601-022 UF:SP RESP. LEGAL: ALEXIO OCIMINIZ CPF:066.043.361-70. [264,919,508,941]
entry-text: RAZÃO SOCIAL: FUNDAÇÃO HERMINIO OMETTO CNPJ/CPF:44.557.086/0001-73 ENDEREÇO:AV. DR. MAXIMILIANO BARUTO, 500 JD UNIVERSITÁRIO MUNICÍPIO:ARARAS CEP:13607-339 UF:SP RESP. LEGAL: DR JR KONDER OMETTO CPF:113.221.560-01 RESP. TÉCNICO: SYLVIA HELENA MENDONÇA VILELLA CPF:134.461.538-20. RENOVAÇÃO DE LICENÇA FUNCIONAMENTO DO ESTABELECIMENTO – RESTAURANTE. [8,548,252,593]
